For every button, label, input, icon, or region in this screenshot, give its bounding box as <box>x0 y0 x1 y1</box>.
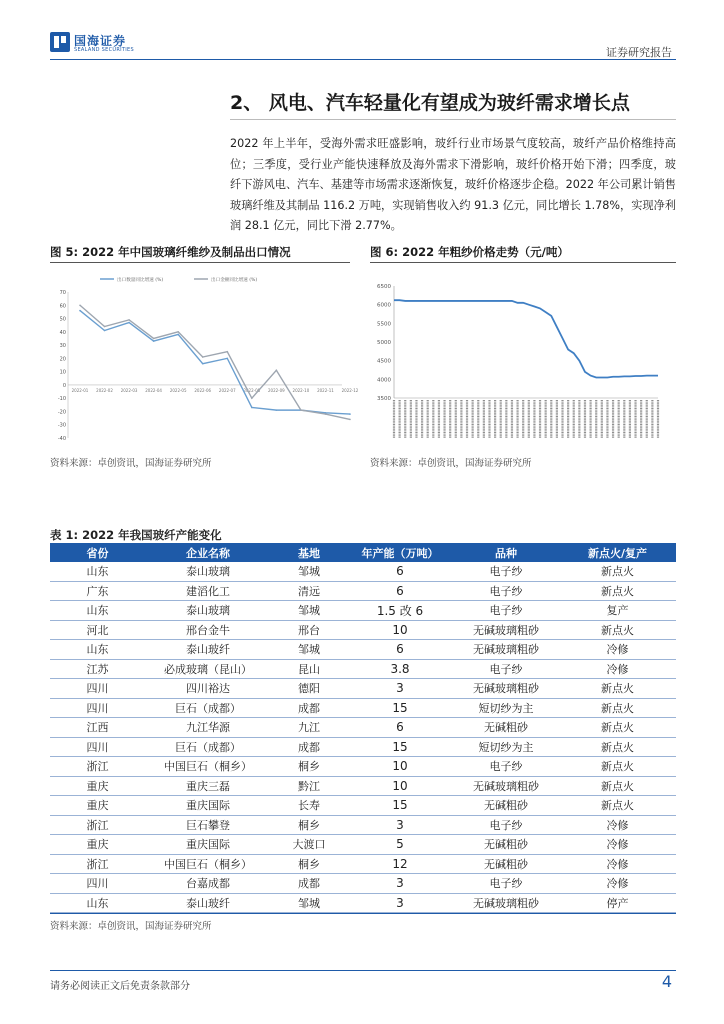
cell-company: 巨石攀登 <box>145 815 271 835</box>
cell-province: 重庆 <box>50 776 145 796</box>
cell-company: 巨石（成都） <box>145 698 271 718</box>
cell-status: 新点火 <box>559 776 676 796</box>
cell-province: 重庆 <box>50 835 145 855</box>
table-row <box>50 796 676 816</box>
y-tick-label: 3500 <box>377 396 391 402</box>
body-paragraph: 2022 年上半年，受海外需求旺盛影响，玻纤行业市场景气度较高，玻纤产品价格维持高位；三季度，受行业产能快速释放及海外需求下滑影响，玻纤价格开始下滑；四季度，玻纤下游风电、汽车、基建等市场需求逐渐恢复，玻纤价格逐步企稳。2022 年公司累计销售玻璃纤维及其制品 116.2 万吨，实现销售收入约 91.3 亿元，同比增长 1.78%，实现净利润 28.1 亿元，同比下滑 2.77%。 <box>230 137 676 232</box>
table-row <box>50 698 676 718</box>
cell-province: 江西 <box>50 718 145 738</box>
cell-base: 黔江 <box>271 776 347 796</box>
cell-status: 新点火 <box>559 581 676 601</box>
x-tick-label: 2022-01 <box>71 387 89 393</box>
cell-capacity: 3 <box>347 893 453 913</box>
y-tick-label: -10 <box>57 396 66 403</box>
table-row <box>50 620 676 640</box>
header-variety: 品种 <box>453 543 559 562</box>
cell-base: 清远 <box>271 581 347 601</box>
x-tick-label: 2022-11 <box>317 387 334 393</box>
data-point <box>202 356 204 358</box>
cell-company: 泰山玻璃 <box>145 601 271 621</box>
y-tick-label: 6500 <box>377 284 391 290</box>
data-point <box>202 363 204 365</box>
x-tick-label: 2022-04 <box>145 387 162 393</box>
table-row <box>50 679 676 699</box>
cell-variety: 电子纱 <box>453 581 559 601</box>
cell-capacity: 3.8 <box>347 659 453 679</box>
y-tick-label: 70 <box>59 290 66 296</box>
series-line <box>394 300 658 377</box>
section-title: 2、 风电、汽车轻量化有望成为玻纤需求增长点 <box>230 92 630 114</box>
title-divider <box>230 119 676 120</box>
table-row <box>50 737 676 757</box>
series-line-2 <box>80 305 350 419</box>
cell-capacity: 3 <box>347 679 453 699</box>
cell-company: 泰山玻纤 <box>145 893 271 913</box>
table-row <box>50 659 676 679</box>
cell-variety: 无碱玻璃粗砂 <box>453 679 559 699</box>
cell-capacity: 6 <box>347 581 453 601</box>
table-row <box>50 854 676 874</box>
cell-province: 重庆 <box>50 796 145 816</box>
cell-capacity: 10 <box>347 757 453 777</box>
cell-status: 新点火 <box>559 757 676 777</box>
cell-province: 四川 <box>50 737 145 757</box>
legend-label-2: 出口金额同比增速 (%) <box>211 278 258 283</box>
cell-base: 长寿 <box>271 796 347 816</box>
fig6-source: 资料来源：卓创资讯，国海证券研究所 <box>370 458 532 469</box>
data-point <box>79 304 81 306</box>
capacity-table <box>50 543 676 913</box>
cell-capacity: 6 <box>347 562 453 581</box>
cell-capacity: 15 <box>347 796 453 816</box>
cell-company: 重庆三磊 <box>145 776 271 796</box>
table-row <box>50 874 676 894</box>
table-row <box>50 835 676 855</box>
table-row <box>50 776 676 796</box>
table-row <box>50 601 676 621</box>
cell-variety: 无碱玻璃粗砂 <box>453 620 559 640</box>
cell-capacity: 6 <box>347 718 453 738</box>
header-status: 新点火/复产 <box>559 543 676 562</box>
cell-province: 浙江 <box>50 815 145 835</box>
fig6-series <box>394 300 658 377</box>
cell-province: 四川 <box>50 874 145 894</box>
cell-province: 广东 <box>50 581 145 601</box>
cell-capacity: 15 <box>347 698 453 718</box>
cell-variety: 短切纱为主 <box>453 698 559 718</box>
footer-divider <box>50 970 676 971</box>
data-point <box>104 330 106 332</box>
disclaimer-text: 请务必阅读正文后免责条款部分 <box>50 981 190 992</box>
series-line-1 <box>80 311 350 415</box>
data-point <box>349 419 351 421</box>
legend-label-1: 出口数量同比增速 (%) <box>117 278 164 283</box>
cell-province: 江苏 <box>50 659 145 679</box>
cell-variety: 无碱粗砂 <box>453 718 559 738</box>
report-type: 证券研究报告 <box>606 46 672 59</box>
data-point <box>153 338 155 340</box>
page-number: 4 <box>661 972 672 991</box>
cell-capacity: 3 <box>347 815 453 835</box>
cell-base: 成都 <box>271 874 347 894</box>
table-row <box>50 757 676 777</box>
table-row <box>50 718 676 738</box>
cell-variety: 无碱粗砂 <box>453 854 559 874</box>
cell-variety: 电子纱 <box>453 757 559 777</box>
cell-province: 浙江 <box>50 757 145 777</box>
cell-capacity: 5 <box>347 835 453 855</box>
cell-status: 冷修 <box>559 815 676 835</box>
cell-base: 邹城 <box>271 893 347 913</box>
cell-status: 冷修 <box>559 659 676 679</box>
header-capacity: 年产能（万吨） <box>347 543 453 562</box>
cell-company: 必成玻璃（昆山） <box>145 659 271 679</box>
y-tick-label: 4500 <box>377 358 391 365</box>
cell-province: 四川 <box>50 698 145 718</box>
data-point <box>226 358 228 360</box>
cell-province: 山东 <box>50 562 145 581</box>
cell-status: 新点火 <box>559 679 676 699</box>
data-point <box>128 319 130 321</box>
cell-base: 邹城 <box>271 640 347 660</box>
table-row <box>50 815 676 835</box>
data-point <box>276 370 278 372</box>
fig5-title: 图 5: 2022 年中国玻璃纤维纱及制品出口情况 <box>50 245 291 259</box>
x-tick-label: 2022-08 <box>243 387 261 393</box>
cell-status: 新点火 <box>559 698 676 718</box>
fig5-chart <box>50 266 359 450</box>
cell-status: 新点火 <box>559 620 676 640</box>
fig5-rule <box>50 262 350 263</box>
data-point <box>251 397 253 399</box>
cell-status: 复产 <box>559 601 676 621</box>
cell-base: 昆山 <box>271 659 347 679</box>
y-tick-label: 10 <box>59 369 66 376</box>
cell-variety: 无碱粗砂 <box>453 796 559 816</box>
cell-variety: 电子纱 <box>453 659 559 679</box>
cell-province: 山东 <box>50 601 145 621</box>
cell-company: 四川裕达 <box>145 679 271 699</box>
y-tick-label: 50 <box>59 316 66 323</box>
table-bottom-rule <box>50 913 676 914</box>
cell-base: 邹城 <box>271 601 347 621</box>
x-tick-label: 2022-06 <box>194 387 212 393</box>
cell-company: 重庆国际 <box>145 835 271 855</box>
cell-variety: 短切纱为主 <box>453 737 559 757</box>
header-divider <box>50 59 676 60</box>
header-company: 企业名称 <box>145 543 271 562</box>
fig5-legend <box>100 276 257 283</box>
x-tick-label: 2022-10 <box>292 387 310 393</box>
cell-status: 停产 <box>559 893 676 913</box>
x-tick-label: 2022-07 <box>218 387 236 393</box>
logo-icon <box>50 32 70 52</box>
cell-company: 中国巨石（桐乡） <box>145 854 271 874</box>
data-point <box>325 413 327 415</box>
cell-company: 邢台金牛 <box>145 620 271 640</box>
fig5-series <box>79 304 351 420</box>
data-point <box>226 351 228 353</box>
fig5-source: 资料来源：卓创资讯，国海证券研究所 <box>50 458 212 469</box>
cell-variety: 电子纱 <box>453 562 559 581</box>
header-base: 基地 <box>271 543 347 562</box>
cell-base: 德阳 <box>271 679 347 699</box>
table-row <box>50 640 676 660</box>
cell-variety: 无碱粗砂 <box>453 835 559 855</box>
cell-base: 九江 <box>271 718 347 738</box>
cell-company: 九江华源 <box>145 718 271 738</box>
table-header-row <box>50 543 676 562</box>
cell-base: 桐乡 <box>271 757 347 777</box>
y-tick-label: 4000 <box>377 377 391 384</box>
y-tick-label: 5500 <box>377 321 391 328</box>
cell-province: 山东 <box>50 893 145 913</box>
y-tick-label: 30 <box>59 343 66 350</box>
data-point <box>79 310 81 312</box>
x-tick-label: 2022-03 <box>120 387 138 393</box>
y-tick-label: 20 <box>59 356 66 363</box>
table-source: 资料来源：卓创资讯，国海证券研究所 <box>50 921 212 932</box>
y-tick-label: -30 <box>57 422 66 429</box>
table-row <box>50 562 676 581</box>
table-title: 表 1: 2022 年我国玻纤产能变化 <box>50 528 222 542</box>
cell-base: 大渡口 <box>271 835 347 855</box>
cell-company: 台嘉成都 <box>145 874 271 894</box>
y-tick-label: 40 <box>59 329 66 336</box>
x-tick-label: 2022-02 <box>96 387 113 393</box>
header-province: 省份 <box>50 543 145 562</box>
cell-capacity: 3 <box>347 874 453 894</box>
fig6-title: 图 6: 2022 年粗纱价格走势（元/吨） <box>370 245 569 259</box>
data-point <box>177 331 179 333</box>
y-tick-label: 5000 <box>377 340 391 346</box>
cell-province: 河北 <box>50 620 145 640</box>
cell-status: 新点火 <box>559 562 676 581</box>
data-point <box>276 409 278 411</box>
cell-company: 巨石（成都） <box>145 737 271 757</box>
cell-variety: 电子纱 <box>453 874 559 894</box>
cell-company: 重庆国际 <box>145 796 271 816</box>
logo-text: 国海证券 <box>74 34 127 48</box>
fig5-x-axis <box>68 385 359 393</box>
data-point <box>300 409 302 411</box>
table-row <box>50 581 676 601</box>
y-tick-label: 0 <box>62 382 66 389</box>
cell-variety: 无碱玻璃粗砂 <box>453 640 559 660</box>
cell-company: 建滔化工 <box>145 581 271 601</box>
cell-company: 泰山玻纤 <box>145 640 271 660</box>
cell-capacity: 10 <box>347 776 453 796</box>
company-logo <box>50 32 160 54</box>
cell-status: 冷修 <box>559 835 676 855</box>
cell-capacity: 6 <box>347 640 453 660</box>
data-point <box>104 326 106 328</box>
cell-base: 桐乡 <box>271 815 347 835</box>
cell-province: 浙江 <box>50 854 145 874</box>
cell-capacity: 12 <box>347 854 453 874</box>
cell-status: 新点火 <box>559 718 676 738</box>
cell-status: 新点火 <box>559 737 676 757</box>
logo-subtext: SEALAND SECURITIES <box>74 47 134 53</box>
y-tick-label: 60 <box>59 303 66 310</box>
y-tick-label: 6000 <box>377 302 391 309</box>
cell-variety: 电子纱 <box>453 815 559 835</box>
cell-company: 中国巨石（桐乡） <box>145 757 271 777</box>
cell-base: 桐乡 <box>271 854 347 874</box>
fig5-y-axis <box>58 290 68 442</box>
cell-status: 冷修 <box>559 640 676 660</box>
fig6-chart <box>370 266 676 450</box>
fig6-rule <box>370 262 676 263</box>
table-row <box>50 893 676 913</box>
x-tick-label: 2022-09 <box>268 387 285 393</box>
fig6-y-axis <box>377 284 394 402</box>
cell-variety: 无碱玻璃粗砂 <box>453 893 559 913</box>
y-tick-label: -40 <box>57 436 66 442</box>
data-point <box>177 334 179 336</box>
cell-variety: 无碱玻璃粗砂 <box>453 776 559 796</box>
cell-base: 邹城 <box>271 562 347 581</box>
cell-base: 成都 <box>271 737 347 757</box>
cell-province: 山东 <box>50 640 145 660</box>
cell-base: 邢台 <box>271 620 347 640</box>
data-point <box>128 322 130 324</box>
data-point <box>153 340 155 342</box>
y-tick-label: -20 <box>57 409 66 416</box>
x-tick-label: 2022-05 <box>169 387 187 393</box>
cell-status: 冷修 <box>559 874 676 894</box>
data-point <box>251 407 253 409</box>
cell-status: 新点火 <box>559 796 676 816</box>
cell-status: 冷修 <box>559 854 676 874</box>
cell-province: 四川 <box>50 679 145 699</box>
cell-company: 泰山玻璃 <box>145 562 271 581</box>
cell-base: 成都 <box>271 698 347 718</box>
x-tick-label: 2022-12 <box>341 387 359 393</box>
cell-variety: 电子纱 <box>453 601 559 621</box>
cell-capacity: 15 <box>347 737 453 757</box>
cell-capacity: 10 <box>347 620 453 640</box>
data-point <box>349 413 351 415</box>
fig6-x-axis <box>394 398 658 438</box>
cell-capacity: 1.5 改 6 <box>347 601 453 621</box>
